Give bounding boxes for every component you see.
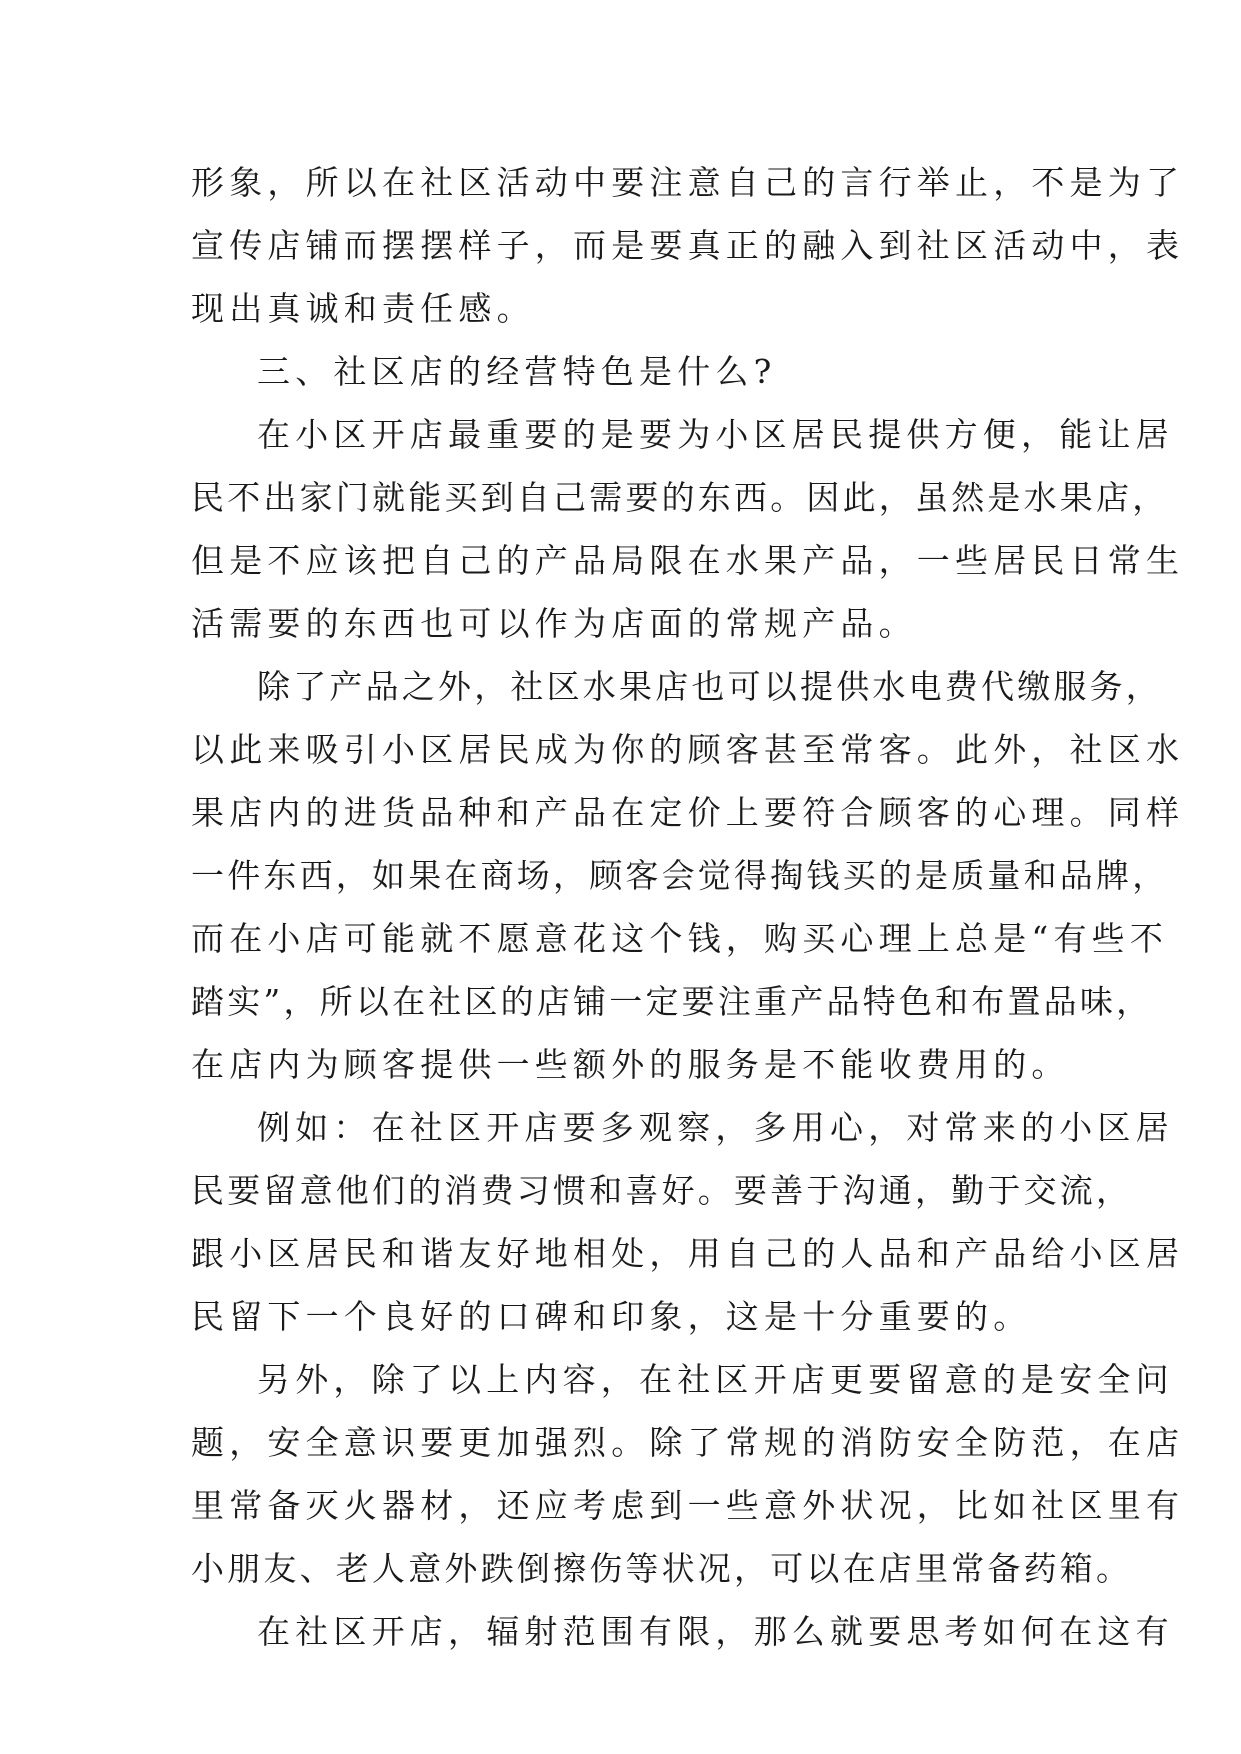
- text-line: 另外，除了以上内容，在社区开店更要留意的是安全问: [257, 1360, 1174, 1399]
- text-line: 但是不应该把自己的产品局限在水果产品，一些居民日常生: [191, 541, 1185, 580]
- text-line: 现出真诚和责任感。: [191, 289, 535, 328]
- text-line: 活需要的东西也可以作为店面的常规产品。: [191, 604, 917, 643]
- text-line: 民留下一个良好的口碑和印象，这是十分重要的。: [191, 1297, 1032, 1336]
- text-line: 题，安全意识要更加强烈。除了常规的消防安全防范，在店: [191, 1423, 1185, 1462]
- text-line: 在店内为顾客提供一些额外的服务是不能收费用的。: [191, 1045, 1070, 1084]
- text-line: 以此来吸引小区居民成为你的顾客甚至常客。此外，社区水: [191, 730, 1185, 769]
- section-heading: 三、社区店的经营特色是什么?: [257, 352, 777, 391]
- text-line: 形象，所以在社区活动中要注意自己的言行举止，不是为了: [191, 163, 1185, 202]
- text-line: 在社区开店，辐射范围有限，那么就要思考如何在这有: [257, 1612, 1174, 1651]
- text-line: 而在小店可能就不愿意花这个钱，购买心理上总是“有些不: [191, 919, 1169, 958]
- text-line: 里常备灭火器材，还应考虑到一些意外状况，比如社区里有: [191, 1486, 1185, 1525]
- text-line: 除了产品之外，社区水果店也可以提供水电费代缴服务，: [257, 667, 1162, 706]
- text-line: 民要留意他们的消费习惯和喜好。要善于沟通，勤于交流，: [191, 1171, 1133, 1210]
- text-line: 一件东西，如果在商场，顾客会觉得掏钱买的是质量和品牌，: [191, 856, 1169, 895]
- text-line: 小朋友、老人意外跌倒擦伤等状况，可以在店里常备药箱。: [191, 1549, 1133, 1588]
- text-line: 果店内的进货品种和产品在定价上要符合顾客的心理。同样: [191, 793, 1185, 832]
- text-line: 例如：在社区开店要多观察，多用心，对常来的小区居: [257, 1108, 1174, 1147]
- text-line: 跟小区居民和谐友好地相处，用自己的人品和产品给小区居: [191, 1234, 1185, 1273]
- text-line: 踏实”，所以在社区的店铺一定要注重产品特色和布置品味，: [191, 982, 1153, 1021]
- text-line: 宣传店铺而摆摆样子，而是要真正的融入到社区活动中，表: [191, 226, 1185, 265]
- text-line: 在小区开店最重要的是要为小区居民提供方便，能让居: [257, 415, 1174, 454]
- document-body: [191, 151, 1185, 1663]
- text-line: 民不出家门就能买到自己需要的东西。因此，虽然是水果店，: [191, 478, 1169, 517]
